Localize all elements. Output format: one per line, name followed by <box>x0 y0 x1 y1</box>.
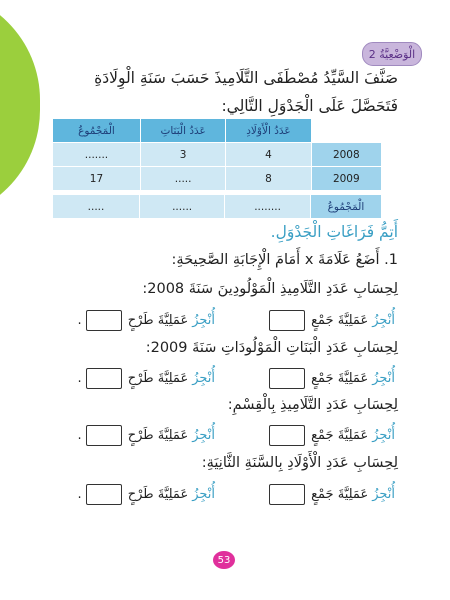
question-2-options <box>70 366 395 390</box>
option-label: عَمَلِيَّةَ طَرْحٍ <box>127 370 189 386</box>
option-addition <box>269 482 395 506</box>
option-subtraction <box>78 308 215 332</box>
option-label: عَمَلِيَّةَ جَمْعٍ <box>311 312 369 328</box>
intro-text: صَنَّفَ السَّيِّدُ مُصْطَفَى التَّلَامِيذَ حَسَبَ سَنَةِ الْوِلَادَةِ فَتَحَصَّلَ عَلَى الْجَدْوَلِ التَّالِي: <box>94 69 398 115</box>
option-end-dot: . <box>77 370 82 386</box>
answer-checkbox[interactable] <box>269 425 305 446</box>
option-label: عَمَلِيَّةَ طَرْحٍ <box>127 427 189 443</box>
option-verb: أُنْجِزُ <box>192 370 215 386</box>
option-verb: أُنْجِزُ <box>192 312 215 328</box>
option-label: عَمَلِيَّةَ جَمْعٍ <box>311 427 369 443</box>
answer-checkbox[interactable] <box>86 425 122 446</box>
question-1-options <box>70 308 395 332</box>
table-row <box>53 143 382 167</box>
year-cell: 2008 <box>311 143 381 167</box>
question-4-label: لِحِسَابِ عَدَدِ الْأَوْلَادِ بِالسَّنَةِ الثَّانِيَةِ: <box>201 455 398 471</box>
question-1-label: لِحِسَابِ عَدَدِ التَّلَامِيذِ الْمَوْلُودِينَ سَنَةَ 2008: <box>142 281 398 297</box>
answer-checkbox[interactable] <box>86 484 122 505</box>
answer-checkbox[interactable] <box>269 484 305 505</box>
table-header-row <box>53 119 382 143</box>
answer-checkbox[interactable] <box>86 368 122 389</box>
question-2-label: لِحِسَابِ عَدَدِ الْبَنَاتِ الْمَوْلُودَاتِ سَنَةَ 2009: <box>145 340 398 356</box>
sum-label: الْمَجْمُوعُ <box>310 195 381 219</box>
sum-girls-cell: ...... <box>139 195 224 219</box>
option-verb: أُنْجِزُ <box>372 312 395 328</box>
question-4-options <box>70 482 395 506</box>
answer-checkbox[interactable] <box>269 368 305 389</box>
question-3-options <box>70 423 395 447</box>
option-verb: أُنْجِزُ <box>372 370 395 386</box>
option-subtraction <box>78 423 215 447</box>
answer-checkbox[interactable] <box>269 310 305 331</box>
option-verb: أُنْجِزُ <box>192 427 215 443</box>
option-verb: أُنْجِزُ <box>372 486 395 502</box>
boys-cell: 8 <box>226 167 311 191</box>
option-addition <box>269 366 395 390</box>
total-cell: ....... <box>53 143 141 167</box>
header-boys: عَدَدُ الْأَوْلَادِ <box>226 119 311 143</box>
header-girls: عَدَدُ الْبَنَاتِ <box>140 119 225 143</box>
option-label: عَمَلِيَّةَ جَمْعٍ <box>311 486 369 502</box>
option-verb: أُنْجِزُ <box>372 427 395 443</box>
table-row <box>53 167 382 191</box>
question-3-label: لِحِسَابِ عَدَدِ التَّلَامِيذِ بِالْقِسْمِ: <box>227 397 398 413</box>
year-cell: 2009 <box>311 167 381 191</box>
page-number: 53 <box>213 551 235 569</box>
data-table <box>52 118 382 191</box>
option-verb: أُنْجِزُ <box>192 486 215 502</box>
sum-row <box>53 195 382 219</box>
option-label: عَمَلِيَّةَ جَمْعٍ <box>311 370 369 386</box>
instruction-complete-table: أَتِمُّ فَرَاغَاتِ الْجَدْوَلِ. <box>270 223 398 241</box>
option-end-dot: . <box>77 312 82 328</box>
girls-cell: 3 <box>140 143 225 167</box>
option-label: عَمَلِيَّةَ طَرْحٍ <box>127 486 189 502</box>
option-end-dot: . <box>77 427 82 443</box>
boys-cell: 4 <box>226 143 311 167</box>
total-cell: 17 <box>53 167 141 191</box>
option-addition <box>269 423 395 447</box>
option-subtraction <box>78 482 215 506</box>
situation-badge: الْوَضْعِيَّةُ 2 <box>362 42 422 66</box>
answer-checkbox[interactable] <box>86 310 122 331</box>
option-subtraction <box>78 366 215 390</box>
girls-cell: ..... <box>140 167 225 191</box>
sum-total-cell: ..... <box>53 195 140 219</box>
sum-boys-cell: ........ <box>225 195 311 219</box>
sum-table <box>52 194 382 219</box>
decorative-green-arc <box>0 0 40 220</box>
option-addition <box>269 308 395 332</box>
instruction-mark-x: 1. أَضَعُ عَلَامَةَ x أَمَامَ الْإِجَابَةِ الصَّحِيحَةِ: <box>171 252 398 268</box>
header-total: الْمَجْمُوعُ <box>53 119 141 143</box>
option-end-dot: . <box>77 486 82 502</box>
option-label: عَمَلِيَّةَ طَرْحٍ <box>127 312 189 328</box>
table-corner <box>311 119 381 143</box>
